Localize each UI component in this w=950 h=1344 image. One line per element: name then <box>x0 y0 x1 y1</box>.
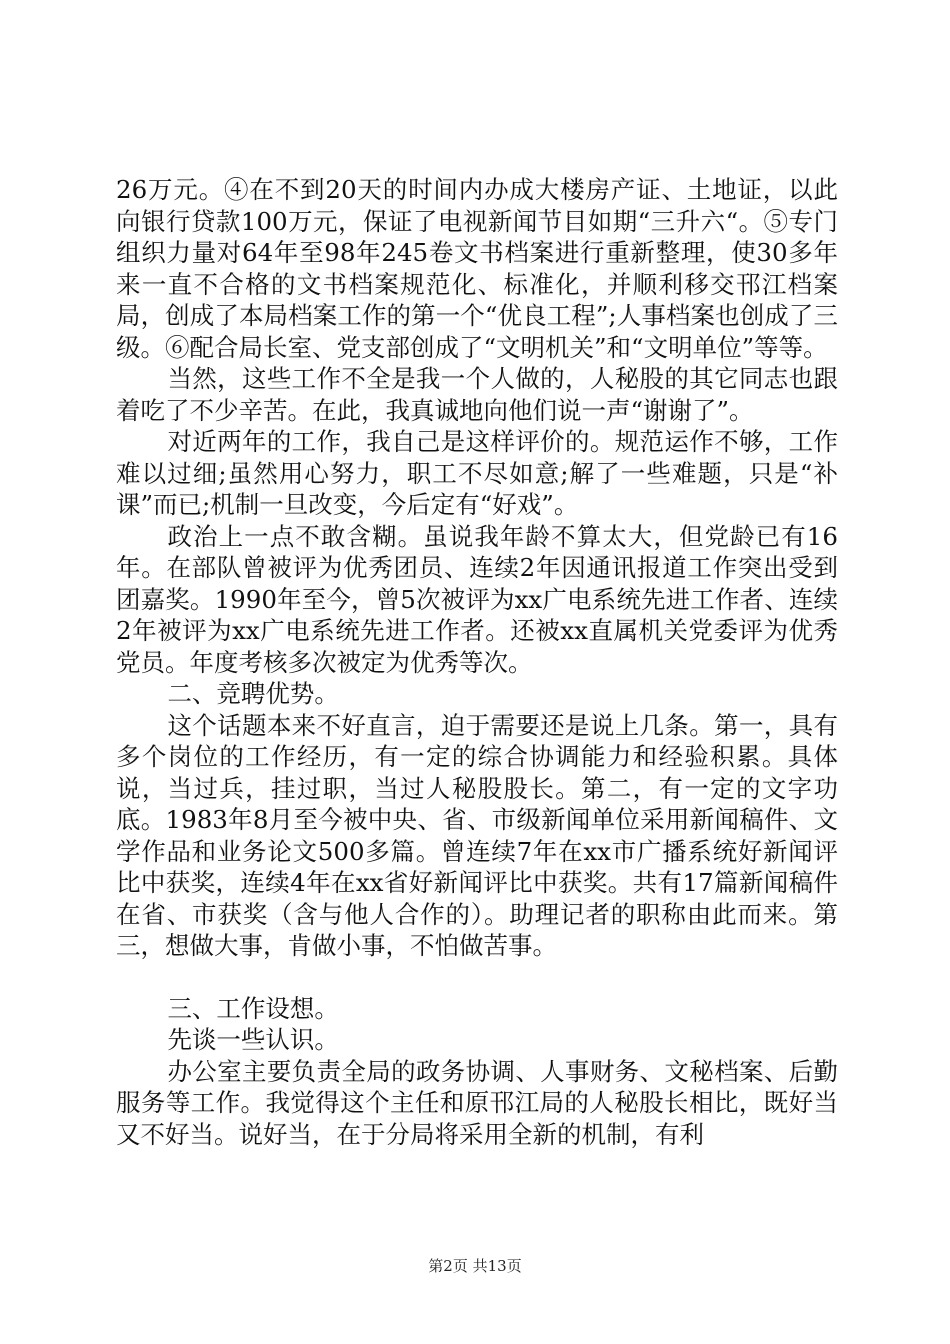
paragraph: 办公室主要负责全局的政务协调、人事财务、文秘档案、后勤服务等工作。我觉得这个主任和原邗江局的人秘股长相比，既好当又不好当。说好当，在于分局将采用全新的机制，有利 <box>116 1056 838 1149</box>
page-footer: 第2页 共13页 <box>428 1257 522 1275</box>
paragraph: 对近两年的工作，我自己是这样评价的。规范运作不够，工作难以过细;虽然用心努力，职工不尽如意;解了一些难题，只是“补课”而已;机制一旦改变，今后定有“好戏”。 <box>116 427 838 519</box>
document-body <box>116 174 838 1150</box>
paragraph-gap <box>116 962 838 993</box>
section-heading-plans: 三、工作设想。 <box>167 993 339 1023</box>
paragraph: 先谈一些认识。 <box>167 1025 339 1054</box>
paragraph: 这个话题本来不好直言，迫于需要还是说上几条。第一，具有多个岗位的工作经历，有一定的综合协调能力和经验积累。具体说，当过兵，挂过职，当过人秘股股长。第二，有一定的文字功底。1983年8月至今被中央、省、市级新闻单位采用新闻稿件、文学作品和业务论文500多篇。曾连续7年在xx市广播系统好新闻评比中获奖，连续4年在xx省好新闻评比中获奖。共有17篇新闻稿件在省、市获奖（含与他人合作的）。助理记者的职称由此而来。第三，想做大事，肯做小事，不怕做苦事。 <box>116 710 838 960</box>
paragraph: 当然，这些工作不全是我一个人做的，人秘股的其它同志也跟着吃了不少辛苦。在此，我真诚地向他们说一声“谢谢了”。 <box>116 364 838 425</box>
paragraph: 26万元。④在不到20天的时间内办成大楼房产证、土地证，以此向银行贷款100万元，保证了电视新闻节目如期“三升六“。⑤专门组织力量对64年至98年245卷文书档案进行重新整理，使30多年来一直不合格的文书档案规范化、标准化，并顺利移交邗江档案局，创成了本局档案工作的第一个“优良工程”;人事档案也创成了三级。⑥配合局长室、党支部创成了“文明机关”和“文明单位”等等。 <box>116 175 838 362</box>
section-heading-advantages: 二、竞聘优势。 <box>167 679 339 708</box>
paragraph: 政治上一点不敢含糊。虽说我年龄不算太大，但党龄已有16年。在部队曾被评为优秀团员、连续2年因通讯报道工作突出受到团嘉奖。1990年至今，曾5次被评为xx广电系统先进工作者、连续2年被评为xx广电系统先进工作者。还被xx直属机关党委评为优秀党员。年度考核多次被定为优秀等次。 <box>116 521 838 677</box>
